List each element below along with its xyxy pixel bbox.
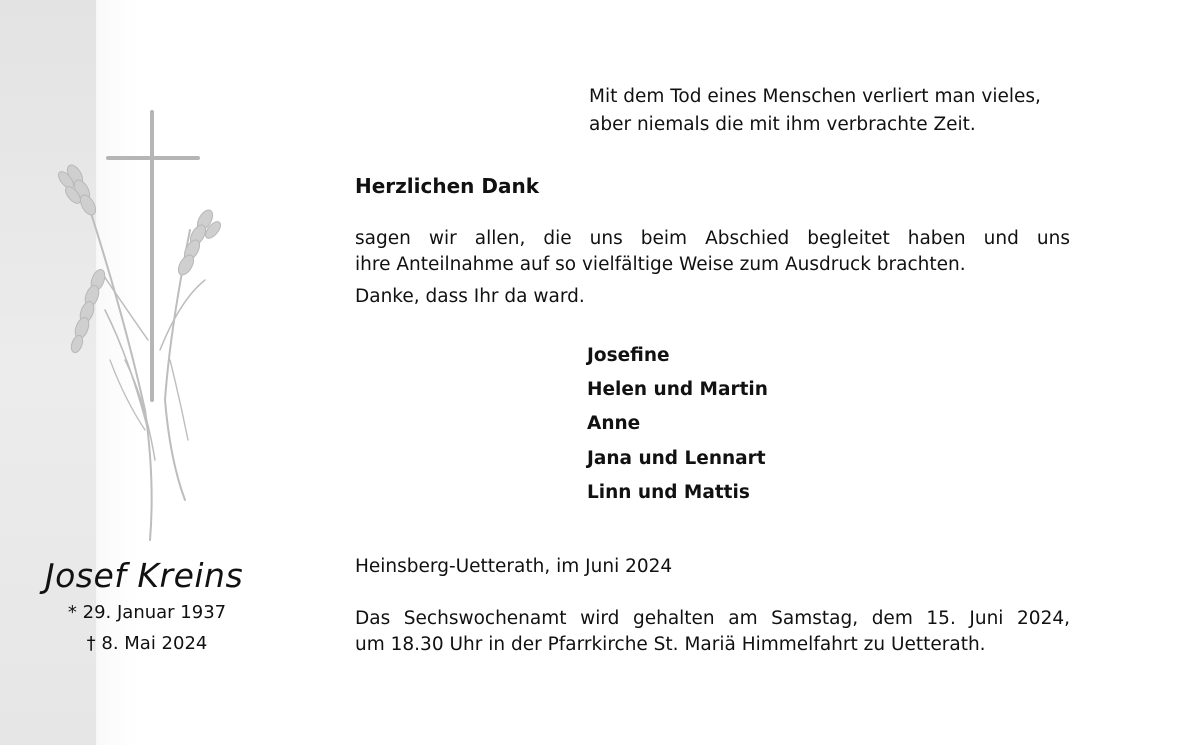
deceased-name: Josef Kreins bbox=[44, 556, 244, 595]
signature-name: Anne bbox=[587, 413, 641, 434]
heading: Herzlichen Dank bbox=[355, 174, 540, 198]
signature-name: Linn und Mattis bbox=[587, 482, 750, 503]
signature-name: Jana und Lennart bbox=[587, 448, 766, 469]
mass-line-1: Das Sechswochenamt wird gehalten am Samstag, dem 15. Juni 2024, bbox=[355, 608, 1070, 629]
signature-name: Helen und Martin bbox=[587, 379, 768, 400]
place-date: Heinsberg-Uetterath, im Juni 2024 bbox=[355, 556, 673, 577]
birth-date: * 29. Januar 1937 bbox=[67, 602, 227, 623]
thanks-paragraph bbox=[355, 226, 1070, 278]
mass-line-2: um 18.30 Uhr in der Pfarrkirche St. Mariä Himmelfahrt zu Uetterath. bbox=[355, 634, 986, 655]
paragraph-line-2: ihre Anteilnahme auf so vielfältige Weise zum Ausdruck brachten. bbox=[355, 254, 966, 275]
mass-notice bbox=[355, 606, 1070, 658]
thanks-line: Danke, dass Ihr da ward. bbox=[355, 286, 585, 307]
cross-with-wheat-icon bbox=[30, 100, 230, 560]
death-date: † 8. Mai 2024 bbox=[86, 633, 208, 654]
paragraph-line-1: sagen wir allen, die uns beim Abschied begleitet haben und uns bbox=[355, 228, 1070, 249]
motto-line-1: Mit dem Tod eines Menschen verliert man vieles, bbox=[589, 86, 1041, 107]
signature-name: Josefine bbox=[587, 345, 670, 366]
motto-line-2: aber niemals die mit ihm verbrachte Zeit. bbox=[589, 114, 976, 135]
